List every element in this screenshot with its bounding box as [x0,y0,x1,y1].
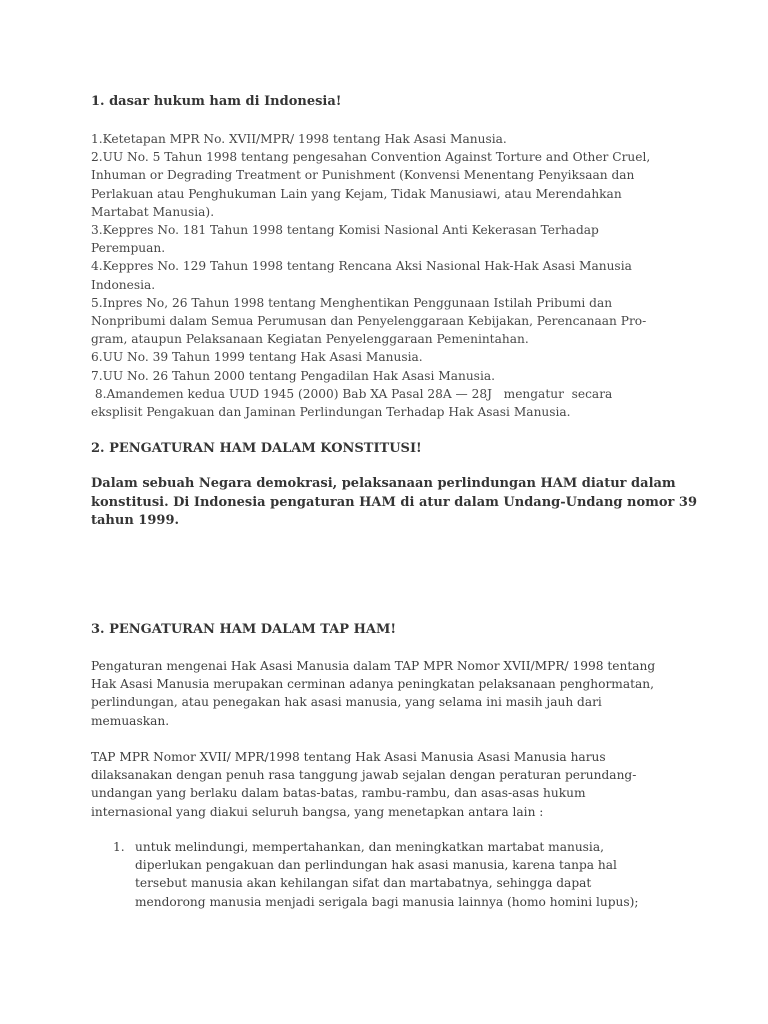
paragraph-line: TAP MPR Nomor XVII/ MPR/1998 tentang Hak Asasi Manusia Asasi Manusia harus [91,750,606,764]
list-line: Indonesia. [91,277,156,292]
list-line: 1.Ketetapan MPR No. XVII/MPR/ 1998 tentang Hak Asasi Manusia. [91,132,507,146]
paragraph-line: tahun 1999. [91,513,180,528]
list-item-number: 1. [113,840,125,854]
paragraph-line: Dalam sebuah Negara demokrasi, pelaksanaan perlindungan HAM diatur dalam [91,476,676,491]
list-line: gram, ataupun Pelaksanaan Kegiatan Penyelenggaraan Pemenintahan. [91,332,529,347]
list-line: Perempuan. [91,241,166,256]
section-2-heading: 2. PENGATURAN HAM DALAM KONSTITUSI! [91,441,422,456]
paragraph-line: perlindungan, atau penegakan hak asasi manusia, yang selama ini masih jauh dari [91,695,602,710]
section-1-list [91,130,691,421]
list-line: eksplisit Pengakuan dan Jaminan Perlindungan Terhadap Hak Asasi Manusia. [91,405,571,420]
section-3-paragraph-1 [91,657,691,730]
paragraph-line: Pengaturan mengenai Hak Asasi Manusia dalam TAP MPR Nomor XVII/MPR/ 1998 tentang [91,659,656,673]
paragraph-line: dilaksanakan dengan penuh rasa tanggung jawab sejalan dengan peraturan perundang- [91,768,637,783]
paragraph-line: memuaskan. [91,713,170,728]
list-item-line: diperlukan pengakuan dan perlindungan hak asasi manusia, karena tanpa hal [135,858,617,873]
list-line: 6.UU No. 39 Tahun 1999 tentang Hak Asasi Manusia. [91,350,423,365]
list-line: 2.UU No. 5 Tahun 1998 tentang pengesahan Convention Against Torture and Other Cruel, [91,150,651,165]
list-item-line: tersebut manusia akan kehilangan sifat dan martabatnya, sehingga dapat [135,876,592,891]
list-line: Perlakuan atau Penghukuman Lain yang Kejam, Tidak Manusiawi, atau Merendahkan [91,186,622,201]
list-line: Nonpribumi dalam Semua Perumusan dan Penyelenggaraan Kebijakan, Perencanaan Pro- [91,314,647,329]
section-3-paragraph-2 [91,748,691,821]
section-3-heading: 3. PENGATURAN HAM DALAM TAP HAM! [91,622,397,637]
section-1-heading: 1. dasar hukum ham di Indonesia! [91,94,342,109]
list-line: 3.Keppres No. 181 Tahun 1998 tentang Komisi Nasional Anti Kekerasan Terhadap [91,223,599,238]
list-line: Inhuman or Degrading Treatment or Punishment (Konvensi Menentang Penyiksaan dan [91,168,635,183]
list-line: 5.Inpres No, 26 Tahun 1998 tentang Menghentikan Penggunaan Istilah Pribumi dan [91,295,613,310]
list-item-line: mendorong manusia menjadi serigala bagi manusia lainnya (homo homini lupus); [135,894,639,909]
paragraph-line: undangan yang berlaku dalam batas-batas, rambu-rambu, dan asas-asas hukum [91,786,586,801]
paragraph-line: konstitusi. Di Indonesia pengaturan HAM di atur dalam Undang-Undang nomor 39 [91,494,698,510]
paragraph-line: internasional yang diakui seluruh bangsa, yang menetapkan antara lain : [91,804,544,819]
list-line: 8.Amandemen kedua UUD 1945 (2000) Bab XA Pasal 28A — 28J mengatur secara [91,386,613,401]
paragraph-line: Hak Asasi Manusia merupakan cerminan adanya peningkatan pelaksanaan penghormatan, [91,677,655,692]
list-item-line: untuk melindungi, mempertahankan, dan meningkatkan martabat manusia, [135,840,604,854]
list-line: Martabat Manusia). [91,204,215,219]
section-2-paragraph [91,475,698,531]
list-item-text [135,838,639,911]
list-line: 7.UU No. 26 Tahun 2000 tentang Pengadilan Hak Asasi Manusia. [91,368,495,383]
list-line: 4.Keppres No. 129 Tahun 1998 tentang Rencana Aksi Nasional Hak-Hak Asasi Manusia [91,259,632,274]
